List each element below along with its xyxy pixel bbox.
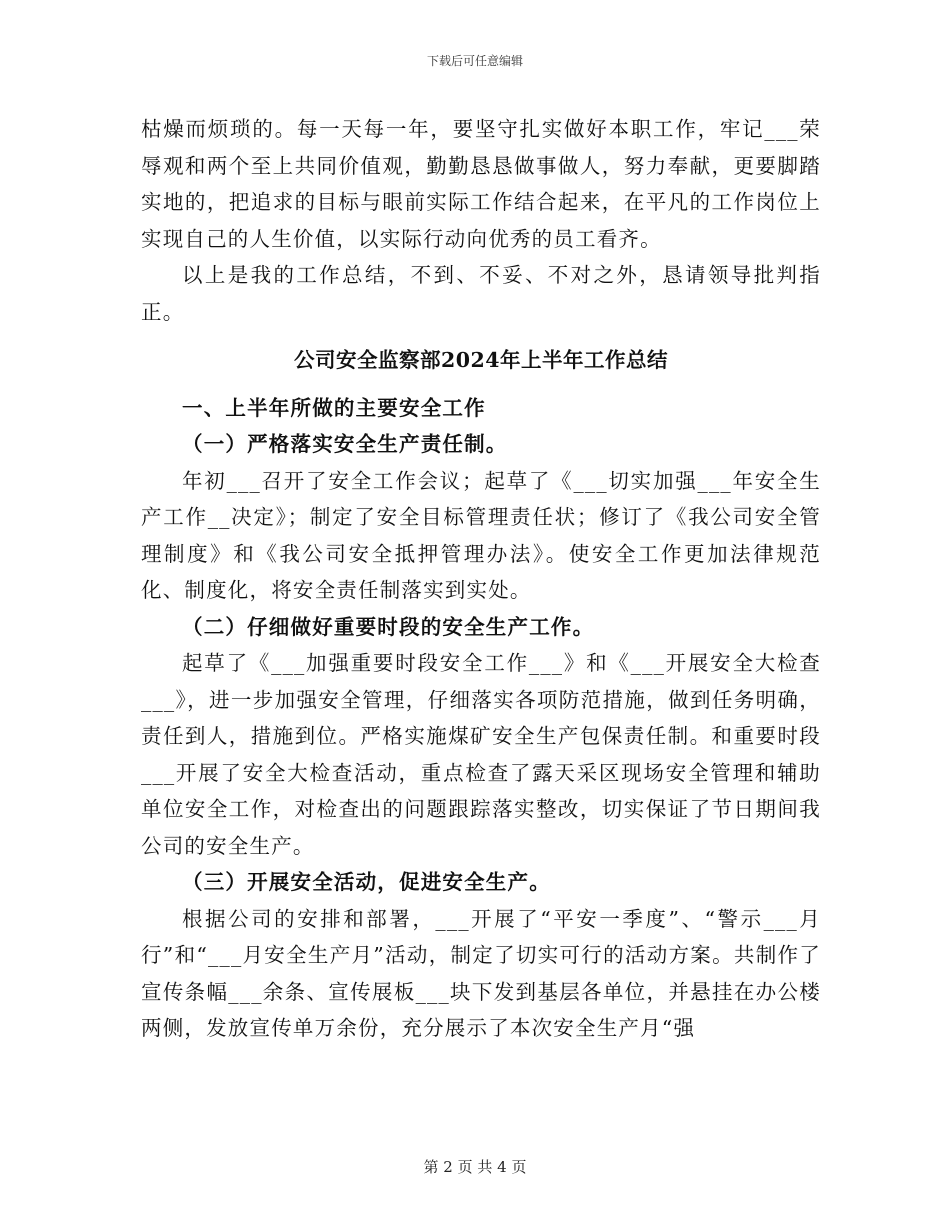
- document-body: [141, 111, 821, 1047]
- page-header-note: 下载后可任意编辑: [426, 54, 523, 68]
- page-number-footer: 第 2 页 共 4 页: [423, 1158, 527, 1176]
- section-heading-1: 一、上半年所做的主要安全工作: [182, 395, 486, 420]
- subsection-heading-3: （三）开展安全活动，促进安全生产。: [182, 870, 551, 894]
- intro-closing-paragraph: 以上是我的工作总结，不到、不妥、不对之外，恳请领导批判指正。: [141, 263, 821, 324]
- intro-paragraph-continuation: 枯燥而烦琐的。每一天每一年，要坚守扎实做好本职工作，牢记___荣辱观和两个至上共同价值观，勤勤恳恳做事做人，努力奉献，更要脚踏实地的，把追求的目标与眼前实际工作结合起来，在平凡的工作岗位上实现自己的人生价值，以实际行动向优秀的员工看齐。: [141, 117, 821, 251]
- subsection-1-paragraph: 年初___召开了安全工作会议；起草了《___切实加强___年安全生产工作__决定》；制定了安全目标管理责任状；修订了《我公司安全管理制度》和《我公司安全抵押管理办法》。使安全工作更加法律规范化、制度化，将安全责任制落实到实处。: [141, 468, 821, 602]
- subsection-3-paragraph: 根据公司的安排和部署，___开展了“平安一季度”、“警示___月行”和“___月安全生产月”活动，制定了切实可行的活动方案。共制作了宣传条幅___余条、宣传展板___块下发到基层各单位，并悬挂在办公楼两侧，发放宣传单万余份，充分展示了本次安全生产月“强: [141, 906, 821, 1040]
- document-title: 公司安全监察部2024年上半年工作总结: [293, 348, 669, 372]
- subsection-heading-2: （二）仔细做好重要时段的安全生产工作。: [182, 614, 595, 639]
- subsection-2-paragraph: 起草了《___加强重要时段安全工作___》和《___开展安全大检查___》，进一步加强安全管理，仔细落实各项防范措施，做到任务明确，责任到人，措施到位。严格实施煤矿安全生产包保责任制。和重要时段___开展了安全大检查活动，重点检查了露天采区现场安全管理和辅助单位安全工作，对检查出的问题跟踪落实整改，切实保证了节日期间我公司的安全生产。: [141, 651, 821, 858]
- subsection-heading-1: （一）严格落实安全生产责任制。: [182, 432, 508, 456]
